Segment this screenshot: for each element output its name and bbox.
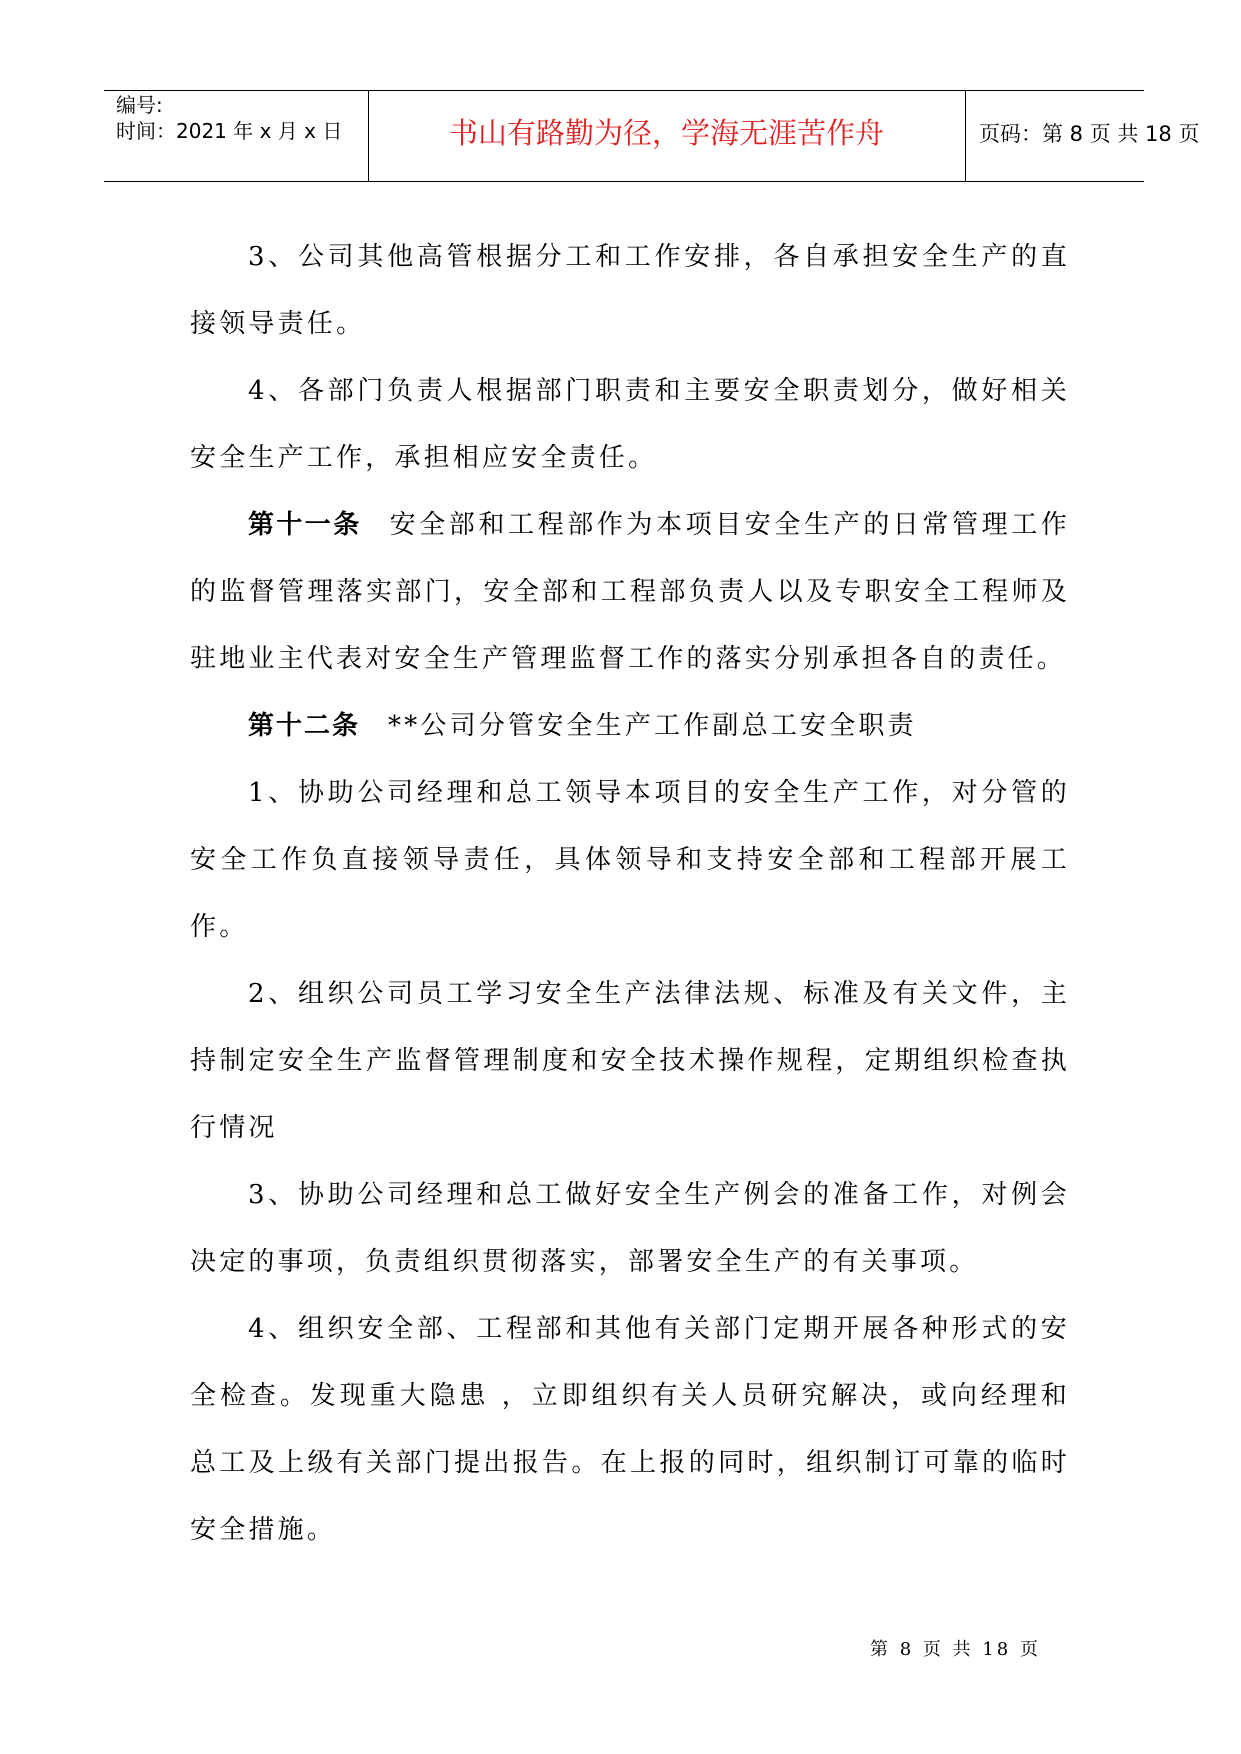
- paragraph-text: 4、各部门负责人根据部门职责和主要安全职责划分，做好相关安全生产工作，承担相应安全责任。: [190, 376, 1070, 473]
- body-paragraph: [190, 1296, 1070, 1564]
- document-time-label: 时间：2021 年 x 月 x 日: [116, 119, 343, 143]
- paragraph-text: **公司分管安全生产工作副总工安全职责: [388, 711, 917, 741]
- article-heading: 第十二条: [248, 711, 361, 741]
- page-header: [104, 90, 1200, 182]
- paragraph-text: 4、组织安全部、工程部和其他有关部门定期开展各种形式的安全检查。发现重大隐患 ，立即组织有关人员研究解决，或向经理和总工及上级有关部门提出报告。在上报的同时，组织制订可靠的临时安全措施。: [190, 1314, 1070, 1545]
- paragraph-text: 安全部和工程部作为本项目安全生产的日常管理工作的监督管理落实部门，安全部和工程部负责人以及专职安全工程师及驻地业主代表对安全生产管理监督工作的落实分别承担各自的责任。: [190, 510, 1070, 674]
- page-footer: 第 8 页 共 18 页: [870, 1639, 1041, 1660]
- header-page-number: 页码：第 8 页 共 18 页: [979, 122, 1200, 146]
- header-page-cell: [965, 91, 1200, 181]
- body-paragraph: [190, 760, 1070, 961]
- article-heading: 第十一条: [248, 510, 362, 540]
- body-paragraph: [190, 358, 1070, 492]
- body-paragraph: [190, 1162, 1070, 1296]
- header-meta-cell: [104, 91, 369, 181]
- header-motto: 书山有路勤为径，学海无涯苦作舟: [448, 116, 884, 150]
- document-body: [190, 224, 1070, 1564]
- body-paragraph: [190, 224, 1070, 358]
- header-motto-cell: [368, 91, 966, 181]
- body-paragraph: [190, 961, 1070, 1162]
- article-paragraph: [190, 693, 1070, 760]
- paragraph-text: 3、公司其他高管根据分工和工作安排，各自承担安全生产的直接领导责任。: [190, 242, 1070, 339]
- article-paragraph: [190, 492, 1070, 693]
- document-number-label: 编号:: [116, 93, 163, 117]
- paragraph-text: 3、协助公司经理和总工做好安全生产例会的准备工作，对例会决定的事项，负责组织贯彻落实，部署安全生产的有关事项。: [190, 1180, 1070, 1277]
- paragraph-text: 2、组织公司员工学习安全生产法律法规、标准及有关文件，主持制定安全生产监督管理制度和安全技术操作规程，定期组织检查执行情况: [190, 979, 1070, 1143]
- paragraph-text: 1、协助公司经理和总工领导本项目的安全生产工作，对分管的安全工作负直接领导责任，具体领导和支持安全部和工程部开展工作。: [190, 778, 1070, 942]
